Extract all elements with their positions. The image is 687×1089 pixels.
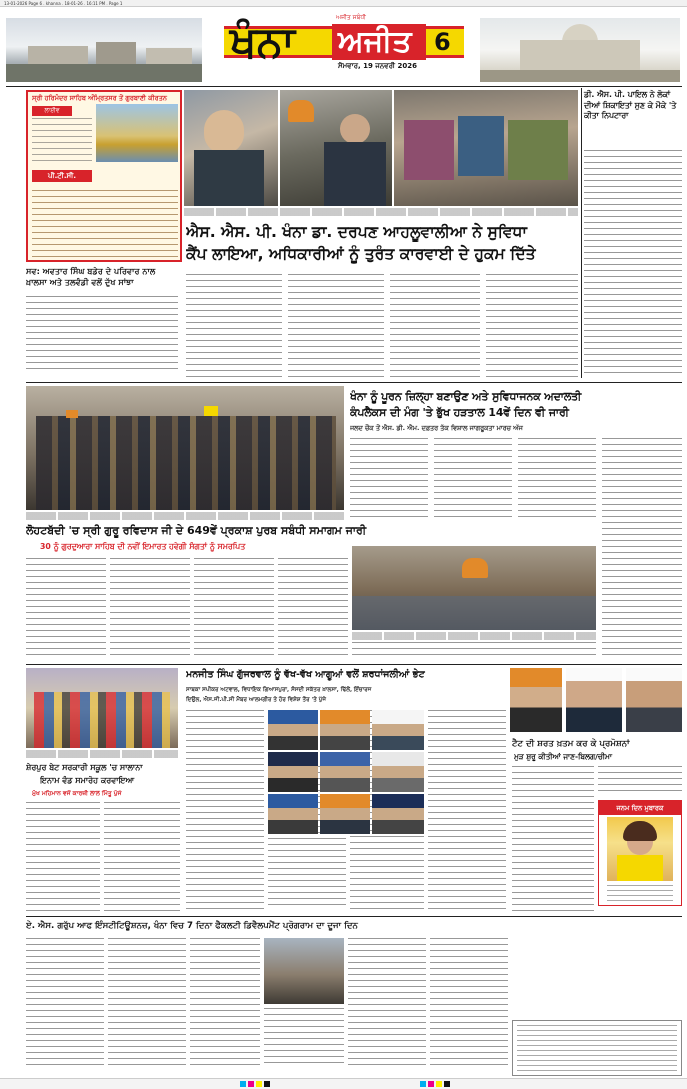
lead-headline-1: ਐਸ. ਐਸ. ਪੀ. ਖੰਨਾ ਡਾ. ਦਰਪਣ ਆਹਲੂਵਾਲੀਆ ਨੇ ਸੁਵਿਧਾ bbox=[186, 223, 527, 241]
reg-mark-3 bbox=[256, 1081, 262, 1087]
ravidas-headline: ਲੋਹਟਬੱਦੀ 'ਚ ਸ੍ਰੀ ਗੁਰੂ ਰਵਿਦਾਸ ਜੀ ਦੇ 649ਵੇਂ ਪ੍ਰਕਾਸ਼ ਪੁਰਬ ਸਬੰਧੀ ਸਮਾਗਮ ਜਾਰੀ bbox=[26, 524, 367, 537]
ravidas-body-col-2 bbox=[110, 558, 190, 660]
ravidas-body-col-5 bbox=[352, 642, 596, 660]
lead-headline-2: ਕੈਂਪ ਲਾਇਆ, ਅਧਿਕਾਰੀਆਂ ਨੂੰ ਤੁਰੰਤ ਕਾਰਵਾਈ ਦੇ ਹੁਕਮ ਦਿੱਤੇ bbox=[186, 245, 536, 263]
tribute-photo-5 bbox=[320, 752, 370, 792]
golden-temple-image bbox=[96, 104, 178, 162]
school-headline-1: ਸ਼ੇਰਪੁਰ ਬੇਟ ਸਰਕਾਰੀ ਸਕੂਲ 'ਚ ਸਾਲਾਨਾ bbox=[26, 763, 143, 772]
ravidas-caption bbox=[352, 632, 596, 640]
school-photo bbox=[26, 668, 178, 748]
tribute-photo-8 bbox=[320, 794, 370, 834]
masthead bbox=[0, 8, 687, 84]
lead-body-col-2 bbox=[288, 274, 384, 378]
school-body-col-1 bbox=[26, 802, 100, 912]
lead-photo-1 bbox=[184, 90, 278, 206]
ravidas-body-col-1 bbox=[26, 558, 106, 660]
masthead-page-no: 6 bbox=[434, 28, 451, 56]
bottom-body-col-3 bbox=[190, 938, 260, 1068]
ad-text-2 bbox=[32, 190, 178, 258]
ad-live-badge: ਲਾਈਵ bbox=[32, 106, 72, 116]
hunger-body-col-4 bbox=[602, 438, 682, 660]
ravidas-body-col-3 bbox=[194, 558, 274, 660]
tributes-photo-grid bbox=[268, 710, 424, 834]
rule-4 bbox=[26, 916, 682, 917]
tribute-photo-6 bbox=[372, 752, 424, 792]
imprint-box bbox=[512, 1020, 682, 1076]
right-top-story bbox=[584, 90, 682, 380]
rule-2 bbox=[26, 382, 682, 383]
tribute-photo-7 bbox=[268, 794, 318, 834]
hunger-body-col-2 bbox=[434, 438, 512, 518]
tet-photo-2 bbox=[566, 668, 622, 732]
top-slug-text: 13-01-2026 Page 6 . khanna . 18-01-26 . 16:11 PM . Page 1 bbox=[4, 1, 123, 6]
reg-mark-2 bbox=[248, 1081, 254, 1087]
bottom-body-col-6 bbox=[430, 938, 508, 1068]
masthead-subtitle: ਅਜੀਤ ਸਬੰਧੀ bbox=[336, 14, 366, 21]
bottom-body-col-4 bbox=[264, 1008, 344, 1068]
bottom-body-col-2 bbox=[108, 938, 186, 1068]
lead-body-col-3 bbox=[390, 274, 480, 378]
school-sub: ਮੁੱਖ ਮਹਿਮਾਨ ਵਜੋਂ ਕਾਰਜ਼ੀ ਲਾਲ ਮਿੱਤੂ ਪੁੱਜੇ bbox=[32, 790, 122, 797]
hunger-headline-2: ਕੰਪਲੈਕਸ ਦੀ ਮੰਗ 'ਤੇ ਭੁੱਖ ਹੜਤਾਲ 14ਵੇਂ ਦਿਨ ਵੀ ਜਾਰੀ bbox=[350, 406, 569, 419]
ravidas-photo bbox=[352, 546, 596, 630]
tet-headline: ਟੈਟ ਦੀ ਸ਼ਰਤ ਖ਼ਤਮ ਕਰ ਕੇ ਪ੍ਰਮੋਸ਼ਨਾਂ bbox=[512, 739, 630, 749]
ad-text bbox=[32, 118, 92, 166]
tet-photo-3 bbox=[626, 668, 682, 732]
masthead-city: ਖੰਨਾ bbox=[230, 17, 295, 66]
hunger-headline-1: ਖੰਨਾ ਨੂੰ ਪੂਰਨ ਜ਼ਿਲ੍ਹਾ ਬਣਾਉਣ ਅਤੇ ਸੁਵਿਧਾਜਨਕ ਅਦਾਲਤੀ bbox=[350, 390, 582, 403]
group-photo-caption bbox=[26, 512, 344, 520]
tribute-photo-1 bbox=[268, 710, 318, 750]
reg-mark-4 bbox=[264, 1081, 270, 1087]
bottom-photo bbox=[264, 938, 344, 1004]
rule-3 bbox=[26, 664, 682, 665]
ad-tag: ਪੀ.ਟੀ.ਸੀ. bbox=[32, 170, 92, 182]
bottom-body-col-1 bbox=[26, 938, 104, 1068]
tet-body-col-1 bbox=[512, 766, 594, 916]
birthday-label: ਜਨਮ ਦਿਨ ਮੁਬਾਰਕ bbox=[599, 801, 681, 815]
tet-sub: ਮੁੜ ਸ਼ੁਰੂ ਕੀਤੀਆਂ ਜਾਣ-ਬਿਲਗ/ਚੀਮਾ bbox=[514, 752, 613, 761]
right-top-headline: ਡੀ. ਐਸ. ਪੀ. ਪਾਇਲ ਨੇ ਲੋਕਾਂ ਦੀਆਂ ਸ਼ਿਕਾਇਤਾਂ ਸੁਣ ਕੇ ਮੌਕੇ 'ਤੇ ਕੀਤਾ ਨਿਪਟਾਰਾ bbox=[584, 90, 677, 120]
left-story-headline bbox=[26, 266, 178, 288]
tributes-sub-1: ਸਾਬਕਾ ਸਪੀਕਰ ਅਟਵਾਲ, ਵਿਧਾਇਕ ਗਿਆਸਪੁਰਾ, ਸੰਸਦੀ ਸਕੱਤਰ ਖ਼ਾਲਸਾ, ਢਿੱਲੋਂ, ਇੰਚਾਰਜ bbox=[186, 687, 372, 693]
left-story-headline-text: ਸਵ: ਅਵਤਾਰ ਸਿੰਘ ਬਡੇਰ ਦੇ ਪਰਿਵਾਰ ਨਾਲ ਖ਼ਾਲਸਾ ਅਤੇ ਤਲਵੰਡੀ ਵਲੋਂ ਦੁੱਖ ਸਾਂਝਾ bbox=[26, 266, 156, 287]
reg-mark-7 bbox=[436, 1081, 442, 1087]
tributes-body-col-4 bbox=[428, 710, 506, 910]
bottom-headline: ਏ. ਐਸ. ਗਰੁੱਪ ਆਫ ਇੰਸਟੀਟਿਊਸ਼ਨਜ਼, ਖੰਨਾ ਵਿਚ 7 ਦਿਨਾ ਫੈਕਲਟੀ ਡਿਵੈਲਪਮੈਂਟ ਪ੍ਰੋਗਰਾਮ ਦਾ ਦੂਜਾ ਦਿਨ bbox=[26, 921, 358, 931]
hunger-body-col-1 bbox=[350, 438, 428, 518]
school-body-col-2 bbox=[104, 802, 180, 912]
tributes-headline: ਮਨਜੀਤ ਸਿੰਘ ਗੁੱਜਰਵਾਲ ਨੂੰ ਵੱਖ-ਵੱਖ ਆਗੂਆਂ ਵਲੋਂ ਸ਼ਰਧਾਂਜਲੀਆਂ ਭੇਟ bbox=[186, 669, 425, 680]
masthead-title-box bbox=[208, 10, 464, 80]
group-photo bbox=[26, 386, 344, 510]
masthead-paper: ਅਜੀਤ bbox=[338, 24, 412, 59]
lead-photo-3 bbox=[394, 90, 578, 206]
lead-body-col-1 bbox=[186, 274, 282, 378]
birthday-text bbox=[607, 885, 673, 905]
right-top-body bbox=[584, 150, 682, 378]
school-headline-2: ਇਨਾਮ ਵੰਡ ਸਮਾਰੋਹ ਕਰਵਾਇਆ bbox=[40, 776, 135, 785]
ravidas-sub: 30 ਨੂੰ ਗੁਰਦੁਆਰਾ ਸਾਹਿਬ ਦੀ ਨਵੀਂ ਇਮਾਰਤ ਹਵੇਗੀ ਸੰਗਤਾਂ ਨੂੰ ਸਮਰਪਿਤ bbox=[40, 542, 246, 551]
lead-photo-caption bbox=[184, 208, 578, 216]
reg-mark-5 bbox=[420, 1081, 426, 1087]
imprint-text bbox=[517, 1025, 677, 1073]
right-col-rule bbox=[581, 88, 582, 378]
ravidas-body-col-4 bbox=[278, 558, 348, 660]
hunger-body-col-3 bbox=[518, 438, 596, 518]
masthead-right-image bbox=[480, 18, 680, 82]
tribute-photo-4 bbox=[268, 752, 318, 792]
left-story-body bbox=[26, 296, 178, 374]
lead-photo-2 bbox=[280, 90, 392, 206]
tet-photo-1 bbox=[510, 668, 562, 732]
tributes-sub-2: ਦਿਉਲ, ਐਸ.ਜੀ.ਪੀ.ਸੀ ਮੈਂਬਰ ਆਲਮਗੀਰ ਤੇ ਹੋਰ ਵਿਸ਼ੇਸ਼ ਤੌਰ 'ਤੇ ਪੁੱਜੇ bbox=[186, 697, 326, 703]
tribute-photo-2 bbox=[320, 710, 370, 750]
school-photo-caption bbox=[26, 750, 178, 758]
tribute-photo-9 bbox=[372, 794, 424, 834]
ad-box bbox=[26, 90, 182, 262]
tribute-photo-3 bbox=[372, 710, 424, 750]
masthead-date: ਸੋਮਵਾਰ, 19 ਜਨਵਰੀ 2026 bbox=[338, 62, 417, 70]
reg-mark-8 bbox=[444, 1081, 450, 1087]
reg-mark-1 bbox=[240, 1081, 246, 1087]
masthead-left-image bbox=[6, 18, 202, 82]
tributes-body-col-1 bbox=[186, 710, 264, 910]
birthday-photo bbox=[607, 817, 673, 881]
reg-mark-6 bbox=[428, 1081, 434, 1087]
lead-body-col-4 bbox=[486, 274, 578, 378]
bottom-body-col-5 bbox=[348, 938, 426, 1068]
hunger-sub: ਜਲਦ ਚੌਕ ਤੋਂ ਐਸ. ਡੀ. ਐਮ. ਦਫ਼ਤਰ ਤੱਕ ਵਿਸ਼ਾਲ ਜਾਗਰੂਕਤਾ ਮਾਰਚ ਅੱਜ bbox=[350, 424, 523, 432]
birthday-box bbox=[598, 800, 682, 906]
top-slug bbox=[0, 0, 687, 7]
ad-header: ਸ੍ਰੀ ਹਰਿਮੰਦਰ ਸਾਹਿਬ ਅੰਮ੍ਰਿਤਸਰ ਤੋਂ ਗੁਰਬਾਣੀ ਕੀਰਤਨ bbox=[32, 94, 167, 102]
bottom-strip bbox=[0, 1078, 687, 1089]
masthead-rule bbox=[6, 86, 682, 87]
tet-body-col-2 bbox=[598, 766, 682, 796]
